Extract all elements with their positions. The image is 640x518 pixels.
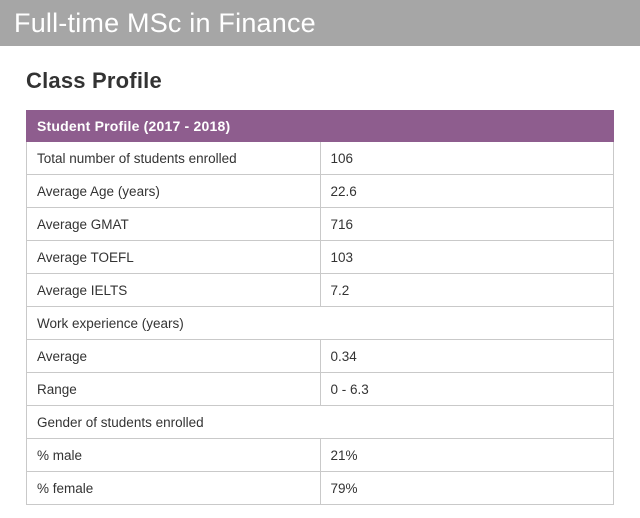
student-profile-table [26, 110, 614, 505]
table-row [27, 274, 614, 307]
table-row [27, 175, 614, 208]
table-row-value: 106 [320, 142, 614, 175]
banner-title: Full-time MSc in Finance [14, 8, 316, 38]
table-row-value: 103 [320, 241, 614, 274]
table-row-value: 0.34 [320, 340, 614, 373]
table-row-label: Work experience (years) [27, 307, 614, 340]
table-row [27, 439, 614, 472]
table-row-label: Average [27, 340, 321, 373]
section-title: Class Profile [26, 68, 162, 93]
table-row [27, 142, 614, 175]
table-row [27, 340, 614, 373]
page-banner [0, 0, 640, 46]
table-body [27, 142, 614, 505]
table-row-label: % male [27, 439, 321, 472]
table-row [27, 241, 614, 274]
table-row-label: Average TOEFL [27, 241, 321, 274]
table-header-row [27, 111, 614, 142]
table-row-value: 22.6 [320, 175, 614, 208]
table-row-value: 0 - 6.3 [320, 373, 614, 406]
table-row [27, 208, 614, 241]
table-row-label: Gender of students enrolled [27, 406, 614, 439]
table-row-value: 716 [320, 208, 614, 241]
table-header-title: Student Profile (2017 - 2018) [27, 111, 614, 142]
table-row-label: Range [27, 373, 321, 406]
table-row-label: % female [27, 472, 321, 505]
table-row [27, 373, 614, 406]
table-row-label: Average Age (years) [27, 175, 321, 208]
table-row-value: 79% [320, 472, 614, 505]
table-head [27, 111, 614, 142]
table-row [27, 307, 614, 340]
table-row-label: Average GMAT [27, 208, 321, 241]
table-row-value: 21% [320, 439, 614, 472]
table-row-label: Total number of students enrolled [27, 142, 321, 175]
table-row-label: Average IELTS [27, 274, 321, 307]
table-row [27, 406, 614, 439]
table-row [27, 472, 614, 505]
table-row-value: 7.2 [320, 274, 614, 307]
content-area [0, 68, 640, 505]
